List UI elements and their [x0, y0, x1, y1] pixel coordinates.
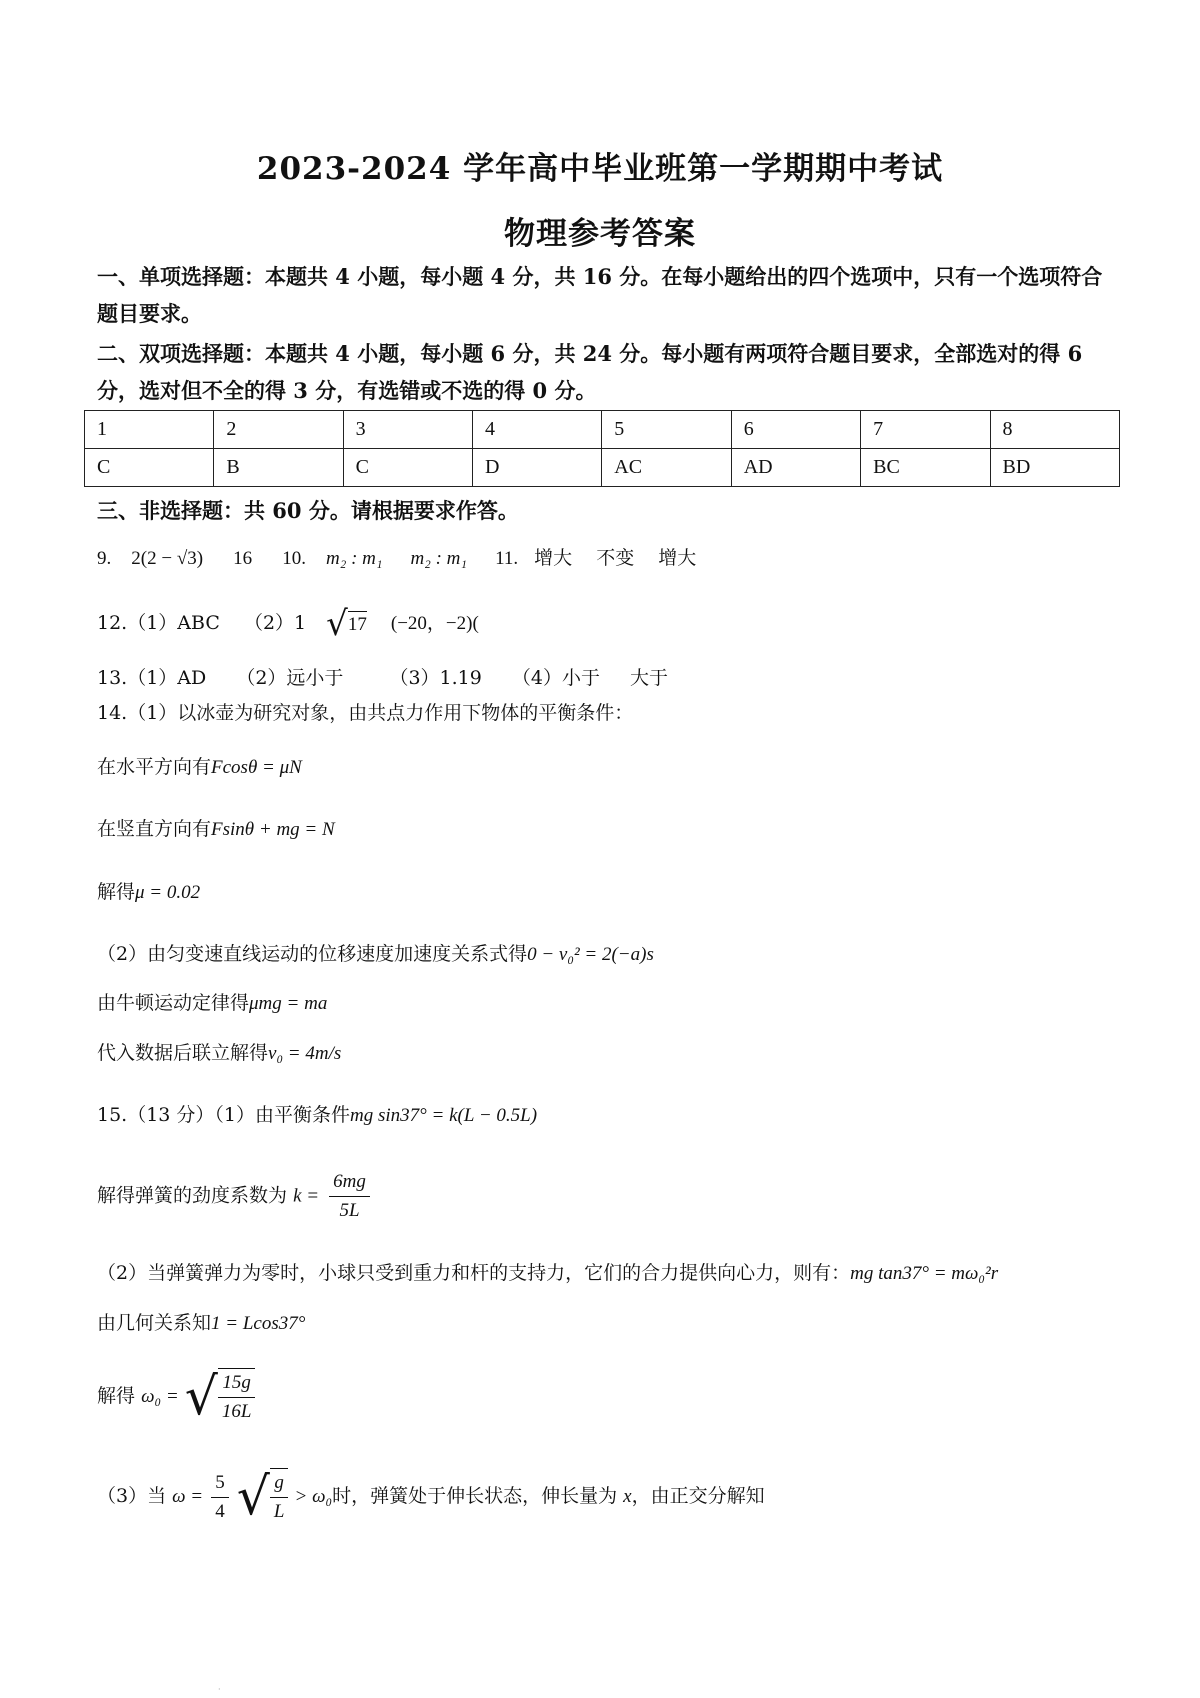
- q14-solution-label: 解得: [97, 881, 136, 903]
- answer-cell: C: [343, 449, 472, 487]
- q15-part3-comparison: > ω₀: [294, 1486, 333, 1507]
- q10-answer-a: m₂ : m₁: [326, 548, 383, 569]
- q14-solution-eq: μ = 0.02: [135, 882, 201, 903]
- q13-part2: （2）远小于: [236, 667, 344, 689]
- q14-vertical-label: 在竖直方向有: [97, 818, 212, 840]
- answer-table-answer-row: [85, 449, 1120, 487]
- q15-part3-radicand: [270, 1468, 289, 1526]
- footer-mark: ·: [218, 1685, 221, 1694]
- answer-cell: BC: [861, 449, 990, 487]
- answer-12: [97, 604, 479, 645]
- q13-part4-b: 大于: [630, 667, 669, 689]
- q10-label: 10.: [282, 548, 306, 569]
- question-number-cell: 8: [990, 411, 1119, 449]
- q14-vertical-eq: Fsinθ + mg = N: [211, 819, 335, 840]
- q15-omega0-label: 解得: [97, 1385, 136, 1407]
- q15-part3-numerator: 5: [211, 1469, 229, 1498]
- answer-cell: AC: [602, 449, 731, 487]
- question-number-cell: 3: [343, 411, 472, 449]
- q15-omega0-denominator: 16L: [221, 1401, 252, 1422]
- sqrt-icon: √: [326, 604, 348, 645]
- q15-part3-fraction: [211, 1469, 229, 1526]
- answer-cell: BD: [990, 449, 1119, 487]
- q15-part3-radical-numerator: g: [270, 1469, 289, 1498]
- q14-newton: [97, 990, 327, 1017]
- q14-v0-eq: v₀ = 4m/s: [268, 1043, 342, 1064]
- q14-part2-eq: 0 − v₀² = 2(−a)s: [527, 944, 654, 965]
- q15-part3-label: （3）当: [97, 1485, 167, 1507]
- q13-part3: （3）1.19: [389, 667, 482, 689]
- q14-horizontal: [97, 754, 302, 781]
- q14-newton-eq: μmg = ma: [249, 993, 328, 1014]
- question-number-cell: 1: [85, 411, 214, 449]
- answer-cell: C: [85, 449, 214, 487]
- q9-answer-b: 16: [233, 548, 253, 569]
- q15-part2-eq: mg tan37° = mω₀²r: [850, 1263, 999, 1284]
- q15-part3-radical-fraction: [270, 1469, 289, 1526]
- q12-part1: 12.（1）ABC: [97, 612, 220, 634]
- q15-part3-lhs: ω =: [172, 1486, 204, 1507]
- q15-k-denominator: 5L: [339, 1200, 360, 1221]
- q11-answer-b: 不变: [596, 547, 635, 569]
- q13-part1: 13.（1）AD: [97, 667, 207, 689]
- q15-omega0-sqrt: [185, 1368, 256, 1426]
- answer-cell: AD: [731, 449, 860, 487]
- answer-table: [84, 410, 1120, 487]
- exam-subtitle: 物理参考答案: [504, 216, 696, 252]
- q15-part3-end: ，由正交分解知: [631, 1485, 765, 1507]
- q15-k-result: [97, 1168, 374, 1225]
- q14-horizontal-label: 在水平方向有: [97, 756, 212, 778]
- q9-answer-a: 2(2 − √3): [131, 548, 204, 569]
- q15-part2-text: （2）当弹簧弹力为零时，小球只受到重力和杆的支持力，它们的合力提供向心力，则有：: [97, 1262, 851, 1284]
- q14-v0-label: 代入数据后联立解得: [97, 1042, 269, 1064]
- q12-sqrt-value: 17: [348, 611, 367, 638]
- q15-intro: [97, 1102, 537, 1129]
- section-1-instructions: 一、单项选择题：本题共 4 小题，每小题 4 分，共 16 分。在每小题给出的四个选项中，只有一个选项符合题目要求。: [97, 264, 1103, 326]
- q14-intro: 14.（1）以冰壶为研究对象，由共点力作用下物体的平衡条件：: [97, 702, 634, 724]
- q12-sqrt: [326, 604, 367, 645]
- answer-13: [97, 665, 668, 691]
- q9-label: 9.: [97, 548, 112, 569]
- question-number-cell: 5: [602, 411, 731, 449]
- q15-omega0-fraction: [218, 1369, 256, 1426]
- section-2-instructions: 二、双项选择题：本题共 4 小题，每小题 6 分，共 24 分。每小题有两项符合题目要求，全部选对的得 6 分，选对但不全的得 3 分，有选错或不选的得 0 分。: [97, 341, 1083, 403]
- q15-omega0-lhs: ω₀ =: [141, 1386, 179, 1407]
- answers-9-11: [97, 545, 696, 572]
- q11-label: 11.: [495, 548, 519, 569]
- sqrt-icon: √: [184, 1367, 218, 1427]
- q11-answer-a: 增大: [534, 547, 573, 569]
- q10-answer-b: m₂ : m₁: [410, 548, 468, 569]
- q12-part2: （2）1: [243, 612, 307, 634]
- q15-part3-radical-denominator: L: [273, 1501, 285, 1522]
- q15-part3-x: x: [623, 1486, 632, 1507]
- section-3-instructions: 三、非选择题：共 60 分。请根据要求作答。: [97, 498, 519, 523]
- q15-part3-text: 时，弹簧处于伸长状态，伸长量为: [332, 1485, 618, 1507]
- q15-part3: [97, 1468, 765, 1526]
- q14-solution: [97, 879, 200, 906]
- q15-geometry: [97, 1310, 305, 1337]
- question-number-cell: 7: [861, 411, 990, 449]
- q15-k-lhs: k =: [293, 1185, 320, 1207]
- exam-title: 2023-2024 学年高中毕业班第一学期期中考试: [256, 151, 944, 187]
- q15-omega0-numerator: 15g: [218, 1369, 256, 1398]
- answer-cell: D: [472, 449, 601, 487]
- q15-k-label: 解得弹簧的劲度系数为: [97, 1184, 288, 1207]
- q15-omega0-radicand: [218, 1368, 256, 1426]
- q12-coordinate: (−20，−2)(: [390, 613, 479, 634]
- q13-part4: （4）小于: [511, 667, 600, 689]
- q15-k-numerator: 6mg: [329, 1168, 370, 1197]
- answer-cell: B: [214, 449, 343, 487]
- q14-v0: [97, 1040, 341, 1067]
- q15-intro-label: 15.（13 分）（1）由平衡条件: [97, 1104, 351, 1126]
- question-number-cell: 2: [214, 411, 343, 449]
- q14-part2: [97, 941, 654, 968]
- q14-part2-label: （2）由匀变速直线运动的位移速度加速度关系式得: [97, 943, 528, 965]
- q15-intro-eq: mg sin37° = k(L − 0.5L): [350, 1105, 538, 1126]
- question-number-cell: 4: [472, 411, 601, 449]
- q15-part3-sqrt: [237, 1468, 289, 1526]
- question-number-cell: 6: [731, 411, 860, 449]
- q15-omega0: [97, 1368, 255, 1426]
- q15-part2: [97, 1260, 998, 1287]
- q14-horizontal-eq: Fcosθ = μN: [211, 757, 302, 778]
- q14-newton-label: 由牛顿运动定律得: [97, 992, 250, 1014]
- sqrt-icon: √: [236, 1467, 270, 1527]
- q15-geometry-eq: 1 = Lcos37°: [211, 1313, 306, 1334]
- q15-k-fraction: [329, 1168, 370, 1225]
- q15-geometry-label: 由几何关系知: [97, 1312, 212, 1334]
- q11-answer-c: 增大: [658, 547, 697, 569]
- q14-vertical: [97, 816, 335, 843]
- q15-part3-denominator: 4: [215, 1500, 225, 1522]
- answer-table-number-row: [85, 411, 1120, 449]
